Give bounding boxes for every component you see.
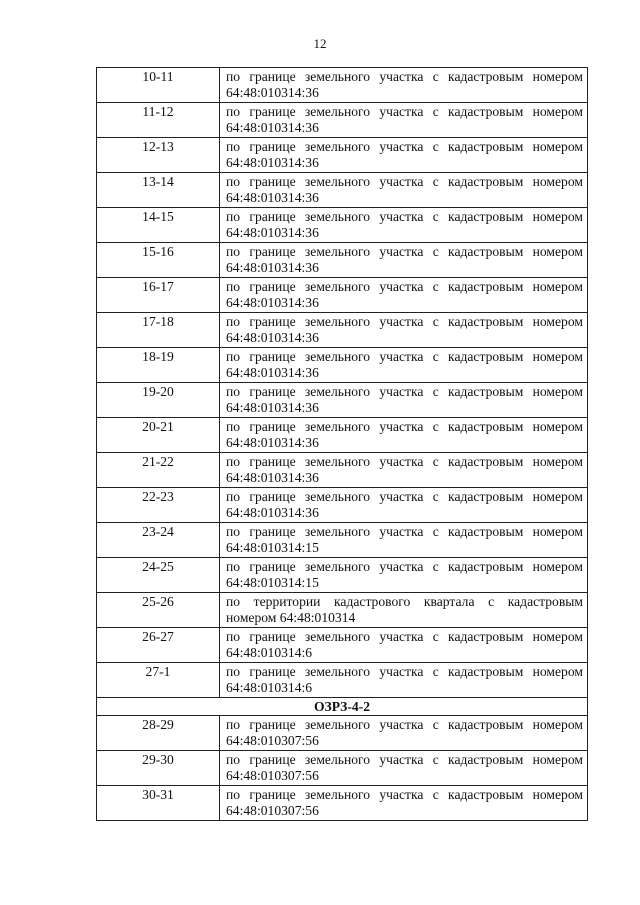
table-row bbox=[97, 418, 588, 453]
table-row bbox=[97, 593, 588, 628]
description-cell: по границе земельного участка с кадастровым номером 64:48:010314:15 bbox=[220, 523, 588, 558]
segment-cell: 10-11 bbox=[97, 68, 220, 103]
description-cell: по границе земельного участка с кадастровым номером 64:48:010314:36 bbox=[220, 418, 588, 453]
table-row bbox=[97, 278, 588, 313]
table-row bbox=[97, 348, 588, 383]
table-row bbox=[97, 558, 588, 593]
boundary-table-body-2 bbox=[97, 716, 588, 821]
segment-cell: 30-31 bbox=[97, 786, 220, 821]
segment-cell: 23-24 bbox=[97, 523, 220, 558]
table-row bbox=[97, 716, 588, 751]
description-cell: по границе земельного участка с кадастровым номером 64:48:010314:36 bbox=[220, 313, 588, 348]
segment-cell: 18-19 bbox=[97, 348, 220, 383]
description-cell: по границе земельного участка с кадастровым номером 64:48:010314:36 bbox=[220, 208, 588, 243]
segment-cell: 22-23 bbox=[97, 488, 220, 523]
segment-cell: 11-12 bbox=[97, 103, 220, 138]
table-row bbox=[97, 751, 588, 786]
description-cell: по границе земельного участка с кадастровым номером 64:48:010314:36 bbox=[220, 103, 588, 138]
table-row bbox=[97, 383, 588, 418]
description-cell: по границе земельного участка с кадастровым номером 64:48:010314:36 bbox=[220, 138, 588, 173]
description-cell: по границе земельного участка с кадастровым номером 64:48:010314:36 bbox=[220, 173, 588, 208]
table-row bbox=[97, 523, 588, 558]
table-row bbox=[97, 208, 588, 243]
segment-cell: 28-29 bbox=[97, 716, 220, 751]
table-row bbox=[97, 173, 588, 208]
description-cell: по границе земельного участка с кадастровым номером 64:48:010314:6 bbox=[220, 628, 588, 663]
segment-cell: 20-21 bbox=[97, 418, 220, 453]
table-row bbox=[97, 786, 588, 821]
boundary-table-body bbox=[97, 68, 588, 698]
description-cell: по границе земельного участка с кадастровым номером 64:48:010314:36 bbox=[220, 278, 588, 313]
section-heading: ОЗРЗ-4-2 bbox=[97, 698, 588, 716]
table-row bbox=[97, 243, 588, 278]
boundary-table bbox=[96, 67, 588, 821]
table-row bbox=[97, 138, 588, 173]
description-cell: по границе земельного участка с кадастровым номером 64:48:010314:36 bbox=[220, 348, 588, 383]
table-row bbox=[97, 488, 588, 523]
segment-cell: 15-16 bbox=[97, 243, 220, 278]
section-heading-row bbox=[97, 698, 588, 716]
description-cell: по границе земельного участка с кадастровым номером 64:48:010314:36 bbox=[220, 243, 588, 278]
segment-cell: 25-26 bbox=[97, 593, 220, 628]
description-cell: по границе земельного участка с кадастровым номером 64:48:010307:56 bbox=[220, 716, 588, 751]
segment-cell: 27-1 bbox=[97, 663, 220, 698]
segment-cell: 14-15 bbox=[97, 208, 220, 243]
description-cell: по границе земельного участка с кадастровым номером 64:48:010314:36 bbox=[220, 488, 588, 523]
segment-cell: 12-13 bbox=[97, 138, 220, 173]
description-cell: по границе земельного участка с кадастровым номером 64:48:010314:15 bbox=[220, 558, 588, 593]
segment-cell: 21-22 bbox=[97, 453, 220, 488]
segment-cell: 24-25 bbox=[97, 558, 220, 593]
section-heading-body bbox=[97, 698, 588, 716]
table-row bbox=[97, 313, 588, 348]
page-number: 12 bbox=[313, 36, 327, 51]
table-row bbox=[97, 103, 588, 138]
description-cell: по границе земельного участка с кадастровым номером 64:48:010314:36 bbox=[220, 68, 588, 103]
description-cell: по границе земельного участка с кадастровым номером 64:48:010314:36 bbox=[220, 453, 588, 488]
segment-cell: 17-18 bbox=[97, 313, 220, 348]
description-cell: по границе земельного участка с кадастровым номером 64:48:010307:56 bbox=[220, 751, 588, 786]
segment-cell: 16-17 bbox=[97, 278, 220, 313]
description-cell: по границе земельного участка с кадастровым номером 64:48:010314:6 bbox=[220, 663, 588, 698]
table-row bbox=[97, 628, 588, 663]
segment-cell: 13-14 bbox=[97, 173, 220, 208]
table-row bbox=[97, 453, 588, 488]
description-cell: по границе земельного участка с кадастровым номером 64:48:010314:36 bbox=[220, 383, 588, 418]
table-row bbox=[97, 68, 588, 103]
description-cell: по территории кадастрового квартала с кадастровым номером 64:48:010314 bbox=[220, 593, 588, 628]
table-row bbox=[97, 663, 588, 698]
segment-cell: 19-20 bbox=[97, 383, 220, 418]
description-cell: по границе земельного участка с кадастровым номером 64:48:010307:56 bbox=[220, 786, 588, 821]
segment-cell: 26-27 bbox=[97, 628, 220, 663]
segment-cell: 29-30 bbox=[97, 751, 220, 786]
